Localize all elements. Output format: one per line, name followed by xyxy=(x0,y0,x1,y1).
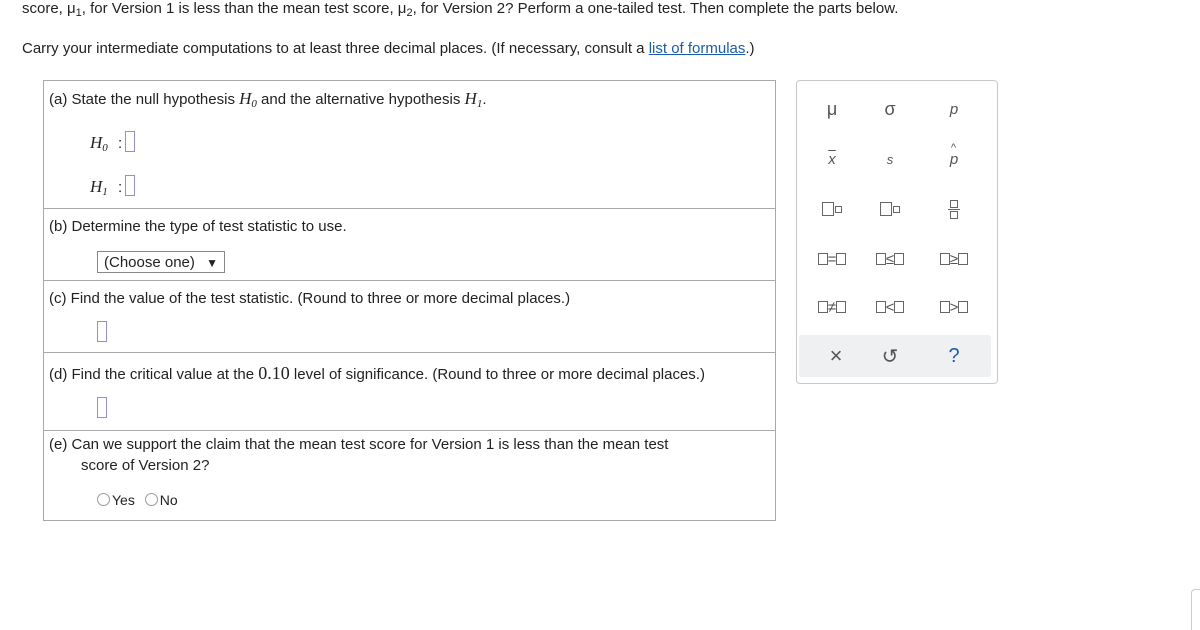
clear-icon[interactable]: × xyxy=(829,343,843,368)
not-equal-button[interactable]: ≠ xyxy=(807,291,857,323)
fraction-icon[interactable] xyxy=(929,193,979,225)
symbol-palette xyxy=(796,80,998,384)
intro-text: , for Version 1 is less than the mean test score, xyxy=(81,0,398,17)
part-a-label: (a) State the null hypothesis $H_0$ and the alternative hypothesis $H_1$. xyxy=(49,89,487,110)
superscript-icon[interactable] xyxy=(807,193,857,225)
part-b-label: (b) Determine the type of test statistic to use. xyxy=(49,218,347,235)
mu2-symbol: $\mu_2$ xyxy=(397,0,413,19)
intro-line-1 xyxy=(22,0,898,19)
part-c-panel xyxy=(43,280,776,353)
intro-text: score, xyxy=(22,0,68,17)
part-e-panel xyxy=(43,430,776,521)
palette-action-bar xyxy=(799,335,991,377)
xbar-button[interactable]: $\overline{x}$ xyxy=(828,150,836,168)
part-d-label: (d) Find the critical value at the 0.10 level of significance. (Round to three or more decimal places.) xyxy=(49,363,705,383)
equals-button[interactable]: = xyxy=(807,243,857,275)
yes-radio[interactable] xyxy=(97,493,110,506)
mu-button[interactable]: μ xyxy=(826,98,838,119)
undo-icon[interactable]: ↺ xyxy=(881,345,899,368)
p-button[interactable]: p xyxy=(949,100,959,118)
critical-value-input[interactable] xyxy=(97,397,107,418)
subscript-icon[interactable] xyxy=(865,193,915,225)
greater-than-button[interactable]: > xyxy=(929,291,979,323)
phat-button[interactable]: ^ p xyxy=(949,141,959,168)
dropdown-arrow-icon: ▼ xyxy=(206,256,218,270)
alt-hypothesis-input[interactable] xyxy=(125,175,135,196)
scrollbar-edge[interactable] xyxy=(1191,589,1200,630)
test-statistic-input[interactable] xyxy=(97,321,107,342)
no-radio[interactable] xyxy=(145,493,158,506)
part-a-panel xyxy=(43,80,776,209)
s-button[interactable]: s xyxy=(886,151,894,167)
null-hypothesis-input[interactable] xyxy=(125,131,135,152)
part-e-label-line1: (e) Can we support the claim that the mean test score for Version 1 is less than the mean test xyxy=(49,436,669,453)
sigma-button[interactable]: σ xyxy=(884,98,896,119)
formulas-link[interactable]: list of formulas xyxy=(648,40,746,57)
mu1-symbol: $\mu_1$ xyxy=(67,0,82,19)
intro-line-2: Carry your intermediate computations to at least three decimal places. (If necessary, consult a list of formulas.) xyxy=(22,40,755,57)
intro-text: , for Version 2? Perform a one-tailed test. Then complete the parts below. xyxy=(412,0,899,17)
part-c-label: (c) Find the value of the test statistic. (Round to three or more decimal places.) xyxy=(49,290,571,307)
part-d-panel xyxy=(43,352,776,431)
less-equal-button[interactable]: ≤ xyxy=(865,243,915,275)
help-icon[interactable]: ? xyxy=(948,344,960,367)
yes-option[interactable]: Yes xyxy=(97,492,135,508)
null-hypothesis-row: $H_0$ : xyxy=(90,131,135,154)
part-e-label-line2: score of Version 2? xyxy=(81,457,210,474)
alt-hypothesis-row: $H_1$ : xyxy=(90,175,135,198)
part-b-panel xyxy=(43,208,776,281)
greater-equal-button[interactable]: ≥ xyxy=(929,243,979,275)
select-value: (Choose one) xyxy=(104,254,195,271)
support-claim-options xyxy=(97,492,178,508)
no-option[interactable]: No xyxy=(145,492,178,508)
less-than-button[interactable]: < xyxy=(865,291,915,323)
test-statistic-select[interactable] xyxy=(97,251,225,273)
